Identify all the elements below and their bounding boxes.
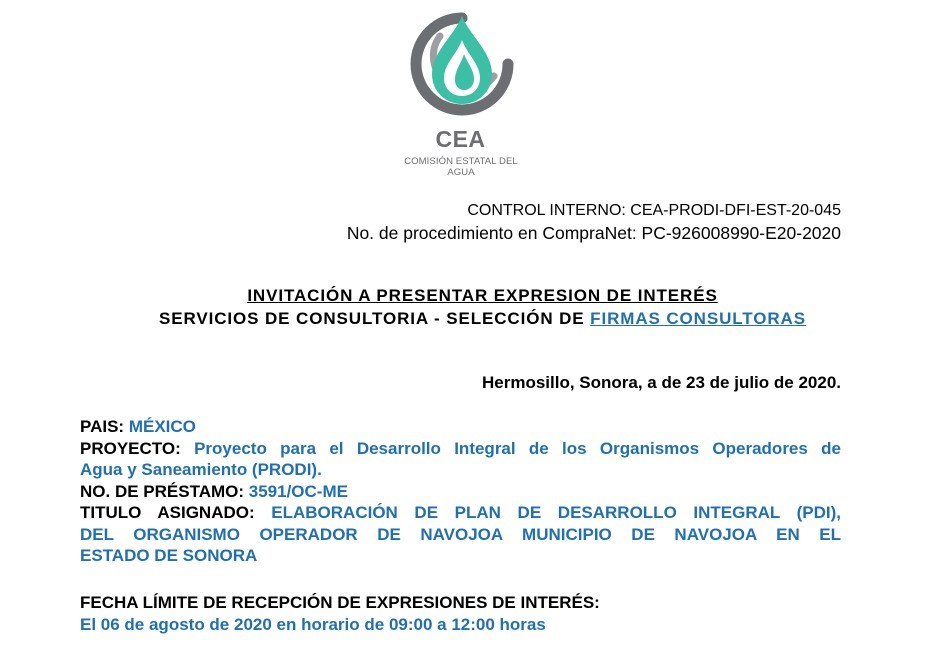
titulo-label: TITULO ASIGNADO: (80, 503, 255, 522)
heading-line-2 (80, 309, 885, 329)
prestamo-value: 3591/OC-ME (248, 481, 348, 501)
heading-services: SERVICIOS DE CONSULTORIA - SELECCIÓN DE (159, 309, 591, 328)
procedure-number: No. de procedimiento en CompraNet: PC-926008990-E20-2020 (346, 223, 841, 243)
firmas-consultoras-link[interactable]: FIRMAS CONSULTORAS (590, 309, 806, 328)
deadline-value: El 06 de agosto de 2020 en horario de 09:00 a 12:00 horas (80, 614, 546, 634)
prestamo-row (80, 481, 841, 503)
deadline-label: FECHA LÍMITE DE RECEPCIÓN DE EXPRESIONES DE INTERÉS: (80, 593, 600, 612)
control-interno: CONTROL INTERNO: CEA-PRODI-DFI-EST-20-045 (467, 202, 841, 219)
project-fields (80, 416, 841, 567)
document-date: Hermosillo, Sonora, a de 23 de julio de 2020. (481, 373, 841, 392)
proyecto-row (80, 438, 841, 460)
pais-value: MÉXICO (128, 417, 196, 436)
proyecto-label: PROYECTO: (80, 438, 181, 458)
heading-invitation: INVITACIÓN A PRESENTAR EXPRESION DE INTERÉS (247, 286, 718, 305)
titulo-value-line-2: DEL ORGANISMO OPERADOR DE NAVOJOA MUNICIPIO DE NAVOJOA EN EL (80, 524, 841, 544)
proyecto-value-line-1: Proyecto para el Desarrollo Integral de los Organismos Operadores de (194, 438, 841, 458)
pais-row (80, 416, 841, 438)
cea-logo (404, 8, 528, 178)
deadline-section (80, 592, 841, 635)
heading-line-1 (80, 286, 885, 306)
logo-subtitle: COMISIÓN ESTATAL DEL AGUA (404, 156, 518, 178)
logo-title: CEA (435, 126, 486, 152)
water-drop-logo-icon (410, 10, 515, 122)
pais-label: PAIS: (80, 417, 125, 436)
titulo-row (80, 502, 841, 524)
proyecto-value-line-2: Agua y Saneamiento (PRODI). (80, 460, 322, 479)
prestamo-label: NO. DE PRÉSTAMO: (80, 481, 245, 501)
titulo-value-line-3: ESTADO DE SONORA (80, 546, 258, 565)
titulo-value-line-1: ELABORACIÓN DE PLAN DE DESARROLLO INTEGRAL (PDI), (271, 503, 841, 522)
